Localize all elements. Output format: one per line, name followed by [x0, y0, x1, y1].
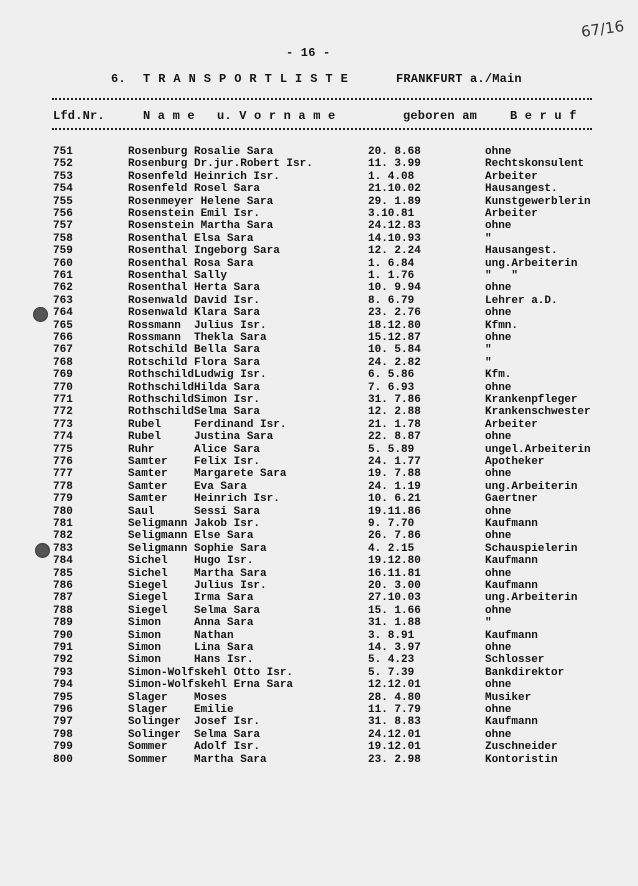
row-birth-date: 11. 3.99	[368, 158, 421, 171]
row-occupation: ohne	[485, 704, 512, 716]
row-birth-date: 29. 1.89	[368, 195, 421, 208]
city-name: FRANKFURT a./Main	[396, 72, 522, 86]
row-birth-date: 24. 2.82	[368, 356, 421, 369]
table-row	[0, 468, 638, 480]
row-number: 789	[53, 617, 73, 630]
row-name: Saul Sessi Sara	[128, 505, 261, 518]
row-number: 768	[53, 356, 73, 369]
row-name: Rosenthal Sally	[128, 270, 228, 282]
table-row	[0, 258, 638, 270]
row-occupation: Gaertner	[485, 493, 538, 506]
table-row	[0, 654, 638, 666]
row-birth-date: 31. 1.88	[368, 617, 421, 630]
row-number: 780	[53, 505, 73, 518]
row-occupation: Rechtskonsulent	[485, 158, 585, 171]
table-row	[0, 382, 638, 394]
row-occupation: ohne	[485, 505, 512, 518]
table-row	[0, 146, 638, 158]
table-row	[0, 617, 638, 629]
row-birth-date: 3.10.81	[368, 208, 415, 220]
row-name: Sichel Martha Sara	[128, 567, 267, 580]
page-number: - 16 -	[286, 46, 331, 60]
row-occupation: Arbeiter	[485, 208, 538, 220]
row-birth-date: 7. 6.93	[368, 381, 415, 394]
row-number: 799	[53, 741, 73, 754]
row-birth-date: 26. 7.86	[368, 530, 421, 543]
row-occupation: ohne	[485, 307, 512, 320]
row-name: Solinger Selma Sara	[128, 728, 261, 741]
row-name: Samter Felix Isr.	[128, 456, 261, 468]
row-occupation: ohne	[485, 220, 512, 233]
column-header-name: N a m e u. V o r n a m e	[143, 109, 336, 123]
row-number: 766	[53, 332, 73, 344]
row-occupation: ohne	[485, 604, 512, 617]
table-row	[0, 196, 638, 208]
row-birth-date: 1. 6.84	[368, 257, 415, 270]
row-name: Rosenburg Dr.jur.Robert Isr.	[128, 158, 313, 171]
row-occupation: ohne	[485, 332, 512, 344]
row-number: 775	[53, 443, 73, 456]
row-name: Seligmann Jakob Isr.	[128, 518, 261, 530]
row-occupation: Kfm.	[485, 369, 512, 382]
row-birth-date: 22. 8.87	[368, 431, 421, 444]
row-occupation: Schlosser	[485, 654, 545, 667]
row-occupation: ohne	[485, 642, 512, 654]
row-name: Simon Hans Isr.	[128, 654, 254, 667]
table-row	[0, 406, 638, 418]
row-occupation: ung.Arbeiterin	[485, 592, 578, 605]
row-number: 797	[53, 716, 73, 729]
row-number: 788	[53, 604, 73, 617]
row-number: 771	[53, 394, 73, 406]
row-birth-date: 4. 2.15	[368, 542, 415, 555]
row-name: Rotschild Flora Sara	[128, 356, 261, 369]
row-name: Rosenthal Rosa Sara	[128, 257, 254, 270]
row-name: Rossmann Julius Isr.	[128, 319, 267, 332]
table-row	[0, 729, 638, 741]
row-number: 759	[53, 245, 73, 258]
row-number: 773	[53, 418, 73, 431]
row-number: 783	[53, 542, 73, 555]
corner-page-mark: 67/16	[579, 17, 626, 41]
row-number: 752	[53, 158, 73, 171]
header-top-rule	[52, 98, 592, 100]
row-occupation: "	[485, 344, 492, 357]
row-name: Solinger Josef Isr.	[128, 716, 261, 729]
table-row	[0, 344, 638, 356]
row-number: 774	[53, 431, 73, 444]
row-number: 756	[53, 208, 73, 220]
row-occupation: Musiker	[485, 691, 532, 704]
row-birth-date: 24.12.83	[368, 220, 421, 233]
table-row	[0, 369, 638, 381]
row-occupation: ohne	[485, 431, 512, 444]
row-name: Rosenthal Elsa Sara	[128, 232, 254, 245]
row-number: 758	[53, 232, 73, 245]
row-name: Sommer Martha Sara	[128, 753, 267, 766]
row-name: RothschildSelma Sara	[128, 406, 261, 419]
row-occupation: Kaufmann	[485, 629, 538, 642]
row-name: Samter Eva Sara	[128, 480, 247, 493]
table-row	[0, 208, 638, 220]
table-row	[0, 506, 638, 518]
row-name: Rosenfeld Heinrich Isr.	[128, 170, 280, 183]
table-row	[0, 282, 638, 294]
row-number: 796	[53, 704, 73, 716]
row-occupation: ohne	[485, 530, 512, 543]
row-birth-date: 11. 7.79	[368, 704, 421, 716]
row-number: 800	[53, 753, 73, 766]
row-occupation: "	[485, 617, 492, 630]
row-name: Slager Emilie	[128, 704, 234, 716]
table-row	[0, 307, 638, 319]
table-row	[0, 605, 638, 617]
row-number: 754	[53, 183, 73, 196]
table-row	[0, 630, 638, 642]
table-row	[0, 741, 638, 753]
row-number: 765	[53, 319, 73, 332]
row-number: 778	[53, 480, 73, 493]
row-occupation: ungel.Arbeiterin	[485, 443, 591, 456]
row-name: Seligmann Else Sara	[128, 530, 254, 543]
table-row	[0, 357, 638, 369]
row-birth-date: 24. 1.77	[368, 456, 421, 468]
row-birth-date: 16.11.81	[368, 567, 421, 580]
row-name: RothschildHilda Sara	[128, 381, 261, 394]
row-birth-date: 24. 1.19	[368, 480, 421, 493]
table-row	[0, 233, 638, 245]
table-row	[0, 183, 638, 195]
row-birth-date: 10. 9.94	[368, 282, 421, 295]
table-row	[0, 332, 638, 344]
row-name: Rubel Ferdinand Isr.	[128, 418, 287, 431]
row-birth-date: 1. 1.76	[368, 270, 415, 282]
row-number: 751	[53, 146, 73, 158]
row-name: Rosenstein Emil Isr.	[128, 208, 261, 220]
row-name: Rotschild Bella Sara	[128, 344, 261, 357]
row-number: 753	[53, 170, 73, 183]
row-birth-date: 28. 4.80	[368, 691, 421, 704]
row-number: 781	[53, 518, 73, 530]
header-bottom-rule	[52, 128, 592, 130]
table-row	[0, 444, 638, 456]
row-name: Simon-Wolfskehl Erna Sara	[128, 679, 294, 692]
row-birth-date: 14. 3.97	[368, 642, 421, 654]
row-birth-date: 12. 2.24	[368, 245, 421, 258]
row-number: 763	[53, 294, 73, 307]
row-birth-date: 31. 8.83	[368, 716, 421, 729]
row-name: Simon Nathan	[128, 629, 234, 642]
row-name: Rubel Justina Sara	[128, 431, 274, 444]
row-occupation: Hausangest.	[485, 183, 558, 196]
row-occupation: Lehrer a.D.	[485, 294, 558, 307]
row-name: RothschildLudwig Isr.	[128, 369, 267, 382]
document-title: T R A N S P O R T L I S T E	[143, 72, 349, 86]
row-number: 784	[53, 555, 73, 568]
table-row	[0, 716, 638, 728]
row-occupation: ohne	[485, 567, 512, 580]
table-row	[0, 270, 638, 282]
table-row	[0, 754, 638, 766]
column-header-born: geboren am	[403, 109, 478, 123]
row-birth-date: 19.11.86	[368, 505, 421, 518]
row-number: 767	[53, 344, 73, 357]
row-number: 779	[53, 493, 73, 506]
table-row	[0, 518, 638, 530]
row-name: Rosenstein Martha Sara	[128, 220, 274, 233]
table-row	[0, 679, 638, 691]
table-row	[0, 394, 638, 406]
row-birth-date: 1. 4.08	[368, 170, 415, 183]
row-birth-date: 19.12.01	[368, 741, 421, 754]
row-birth-date: 15.12.87	[368, 332, 421, 344]
row-number: 798	[53, 728, 73, 741]
row-name: Samter Margarete Sara	[128, 468, 287, 481]
table-row	[0, 704, 638, 716]
row-birth-date: 19. 7.88	[368, 468, 421, 481]
row-number: 776	[53, 456, 73, 468]
row-occupation: ung.Arbeiterin	[485, 480, 578, 493]
row-occupation: ohne	[485, 679, 512, 692]
row-birth-date: 10. 5.84	[368, 344, 421, 357]
row-occupation: ung.Arbeiterin	[485, 257, 578, 270]
row-number: 795	[53, 691, 73, 704]
row-number: 764	[53, 307, 73, 320]
row-name: Samter Heinrich Isr.	[128, 493, 280, 506]
row-name: Simon-Wolfskehl Otto Isr.	[128, 666, 294, 679]
row-occupation: ohne	[485, 146, 512, 158]
row-name: Sommer Adolf Isr.	[128, 741, 261, 754]
row-birth-date: 20. 8.68	[368, 146, 421, 158]
row-birth-date: 31. 7.86	[368, 394, 421, 406]
row-birth-date: 5. 4.23	[368, 654, 415, 667]
row-birth-date: 15. 1.66	[368, 604, 421, 617]
row-name: Siegel Selma Sara	[128, 604, 261, 617]
table-row	[0, 245, 638, 257]
row-name: RothschildSimon Isr.	[128, 394, 261, 406]
column-header-nr: Lfd.Nr.	[53, 109, 105, 123]
row-name: Seligmann Sophie Sara	[128, 542, 267, 555]
row-occupation: Apotheker	[485, 456, 545, 468]
table-row	[0, 667, 638, 679]
row-occupation: Krankenpfleger	[485, 394, 578, 406]
table-row	[0, 158, 638, 170]
row-occupation: Kaufmann	[485, 716, 538, 729]
row-number: 757	[53, 220, 73, 233]
row-birth-date: 21. 1.78	[368, 418, 421, 431]
row-name: Sichel Hugo Isr.	[128, 555, 254, 568]
row-birth-date: 18.12.80	[368, 319, 421, 332]
row-number: 762	[53, 282, 73, 295]
row-number: 785	[53, 567, 73, 580]
row-occupation: Kaufmann	[485, 555, 538, 568]
row-number: 794	[53, 679, 73, 692]
row-number: 772	[53, 406, 73, 419]
row-occupation: Hausangest.	[485, 245, 558, 258]
row-name: Ruhr Alice Sara	[128, 443, 261, 456]
table-row	[0, 692, 638, 704]
row-number: 793	[53, 666, 73, 679]
row-occupation: Krankenschwester	[485, 406, 591, 419]
table-row	[0, 419, 638, 431]
row-birth-date: 24.12.01	[368, 728, 421, 741]
table-row	[0, 456, 638, 468]
table-row	[0, 320, 638, 332]
row-number: 787	[53, 592, 73, 605]
row-number: 792	[53, 654, 73, 667]
row-occupation: ohne	[485, 381, 512, 394]
row-birth-date: 5. 5.89	[368, 443, 415, 456]
row-birth-date: 20. 3.00	[368, 580, 421, 592]
row-birth-date: 8. 6.79	[368, 294, 415, 307]
row-name: Rosenmeyer Helene Sara	[128, 195, 274, 208]
table-row	[0, 493, 638, 505]
row-name: Siegel Irma Sara	[128, 592, 254, 605]
row-occupation: Bankdirektor	[485, 666, 565, 679]
row-name: Rossmann Thekla Sara	[128, 332, 267, 344]
row-occupation: "	[485, 356, 492, 369]
row-occupation: Kunstgewerblerin	[485, 195, 591, 208]
row-occupation: Kaufmann	[485, 518, 538, 530]
row-name: Rosenburg Rosalie Sara	[128, 146, 274, 158]
table-row	[0, 580, 638, 592]
row-occupation: Arbeiter	[485, 170, 538, 183]
row-number: 760	[53, 257, 73, 270]
table-row	[0, 431, 638, 443]
table-row	[0, 220, 638, 232]
row-birth-date: 9. 7.70	[368, 518, 415, 530]
row-occupation: Kfmn.	[485, 319, 519, 332]
row-occupation: Arbeiter	[485, 418, 538, 431]
row-name: Rosenthal Herta Sara	[128, 282, 261, 295]
row-birth-date: 23. 2.98	[368, 753, 421, 766]
row-birth-date: 14.10.93	[368, 232, 421, 245]
table-row	[0, 171, 638, 183]
row-name: Slager Moses	[128, 691, 228, 704]
row-number: 769	[53, 369, 73, 382]
table-row	[0, 543, 638, 555]
row-occupation: Kaufmann	[485, 580, 538, 592]
row-occupation: Zuschneider	[485, 741, 558, 754]
table-row	[0, 642, 638, 654]
list-number: 6.	[111, 72, 126, 86]
row-name: Simon Anna Sara	[128, 617, 254, 630]
row-name: Rosenfeld Rosel Sara	[128, 183, 261, 196]
row-occupation: ohne	[485, 468, 512, 481]
row-number: 755	[53, 195, 73, 208]
table-row	[0, 568, 638, 580]
row-birth-date: 21.10.02	[368, 183, 421, 196]
row-name: Siegel Julius Isr.	[128, 580, 267, 592]
row-number: 770	[53, 381, 73, 394]
row-number: 777	[53, 468, 73, 481]
row-birth-date: 6. 5.86	[368, 369, 415, 382]
table-row	[0, 555, 638, 567]
row-name: Rosenwald Klara Sara	[128, 307, 261, 320]
row-number: 786	[53, 580, 73, 592]
row-occupation: " "	[485, 270, 519, 282]
row-occupation: Kontoristin	[485, 753, 558, 766]
row-birth-date: 27.10.03	[368, 592, 421, 605]
row-birth-date: 23. 2.76	[368, 307, 421, 320]
row-number: 791	[53, 642, 73, 654]
row-occupation: "	[485, 232, 492, 245]
row-number: 782	[53, 530, 73, 543]
row-name: Rosenwald David Isr.	[128, 294, 261, 307]
row-birth-date: 12. 2.88	[368, 406, 421, 419]
row-number: 761	[53, 270, 73, 282]
row-birth-date: 3. 8.91	[368, 629, 415, 642]
table-row	[0, 481, 638, 493]
row-occupation: Schauspielerin	[485, 542, 578, 555]
row-name: Rosenthal Ingeborg Sara	[128, 245, 280, 258]
table-row	[0, 530, 638, 542]
row-birth-date: 10. 6.21	[368, 493, 421, 506]
table-row	[0, 592, 638, 604]
row-name: Simon Lina Sara	[128, 642, 254, 654]
row-occupation: ohne	[485, 282, 512, 295]
row-birth-date: 12.12.01	[368, 679, 421, 692]
row-occupation: ohne	[485, 728, 512, 741]
row-birth-date: 19.12.80	[368, 555, 421, 568]
table-row	[0, 295, 638, 307]
row-number: 790	[53, 629, 73, 642]
row-birth-date: 5. 7.39	[368, 666, 415, 679]
column-header-job: B e r u f	[510, 109, 577, 123]
